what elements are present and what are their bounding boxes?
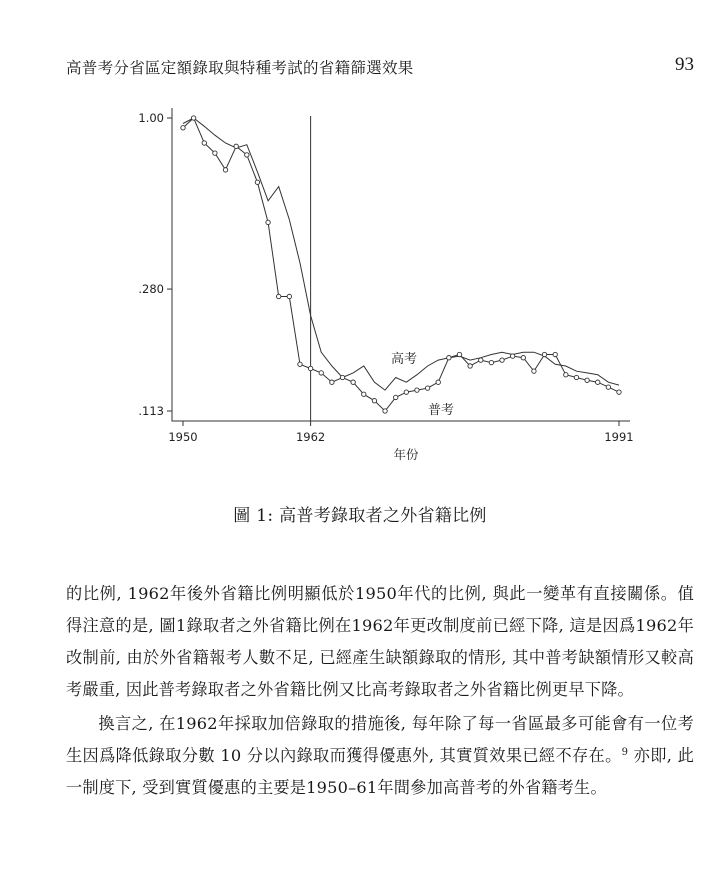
data-point-pukao	[213, 151, 217, 155]
data-point-pukao	[298, 362, 302, 366]
data-point-pukao	[234, 144, 238, 148]
data-point-pukao	[510, 354, 514, 358]
data-point-pukao	[532, 369, 536, 373]
data-point-pukao	[521, 356, 525, 360]
data-point-pukao	[542, 352, 546, 356]
figure-caption: 圖 1: 高普考錄取者之外省籍比例	[233, 506, 487, 526]
data-point-pukao	[362, 392, 366, 396]
data-point-pukao	[596, 380, 600, 384]
series-line-pukao	[183, 118, 619, 411]
data-point-pukao	[564, 373, 568, 377]
data-point-pukao	[319, 371, 323, 375]
data-point-pukao	[372, 399, 376, 403]
series-label-gaokao: 高考	[390, 352, 418, 367]
data-point-pukao	[585, 378, 589, 382]
data-point-pukao	[255, 180, 259, 184]
x-tick-label: 1962	[295, 430, 326, 444]
data-point-pukao	[245, 153, 249, 157]
data-point-pukao	[489, 360, 493, 364]
data-point-pukao	[351, 380, 355, 384]
data-point-pukao	[606, 385, 610, 389]
x-axis-title: 年份	[393, 447, 419, 462]
data-point-pukao	[287, 294, 291, 298]
data-point-pukao	[425, 386, 429, 390]
data-point-pukao	[393, 395, 397, 399]
x-tick-label: 1950	[168, 430, 198, 444]
data-point-pukao	[617, 390, 621, 394]
data-point-pukao	[447, 356, 451, 360]
data-point-pukao	[404, 390, 408, 394]
data-point-pukao	[277, 294, 281, 298]
data-point-pukao	[223, 168, 227, 172]
y-tick-label: .113	[138, 404, 164, 418]
data-point-pukao	[308, 366, 312, 370]
data-point-pukao	[457, 352, 461, 356]
footnote-marker[interactable]: 9	[621, 747, 629, 758]
paragraph-2	[66, 708, 694, 804]
x-tick-label: 1991	[604, 430, 634, 444]
data-point-pukao	[383, 409, 387, 413]
page-number: 93	[675, 54, 694, 75]
data-point-pukao	[181, 126, 185, 130]
running-title: 高普考分省區定額錄取與特種考試的省籍篩選效果	[66, 59, 414, 77]
paragraph-2-text: 換言之, 在1962年採取加倍錄取的措施後, 每年除了每一省區最多可能會有一位考生因爲降低錄取分數 10 分以內錄取而獲得優惠外, 其實質效果已經不存在。	[66, 714, 694, 765]
data-point-pukao	[330, 380, 334, 384]
data-point-pukao	[202, 141, 206, 145]
paragraph-2-continuation: 亦即, 此一制度下, 受到實質優惠的主要是1950–61年間參加高普考的外省籍考生。	[66, 746, 695, 797]
data-point-pukao	[574, 375, 578, 379]
data-point-pukao	[553, 352, 557, 356]
y-tick-label: 1.00	[138, 111, 164, 125]
data-point-pukao	[436, 380, 440, 384]
data-point-pukao	[500, 358, 504, 362]
series-label-pukao: 普考	[427, 403, 455, 418]
data-point-pukao	[468, 364, 472, 368]
y-tick-label: .280	[138, 282, 164, 297]
data-point-pukao	[340, 375, 344, 379]
data-point-pukao	[191, 116, 195, 120]
paragraph-1: 的比例, 1962年後外省籍比例明顯低於1950年代的比例, 與此一變革有直接關係。值得注意的是, 圖1錄取者之外省籍比例在1962年更改制度前已經下降, 這是因爲1962年改制前, 由於外省籍報考人數不足, 已經產生缺額錄取的情形, 其中普考缺額情形又較高考嚴重, 因此普考錄取者之外省籍比例又比高考錄取者之外省籍比例更早下降。	[66, 584, 694, 699]
data-point-pukao	[479, 358, 483, 362]
data-point-pukao	[266, 220, 270, 224]
data-point-pukao	[415, 388, 419, 392]
body-text	[66, 578, 694, 804]
